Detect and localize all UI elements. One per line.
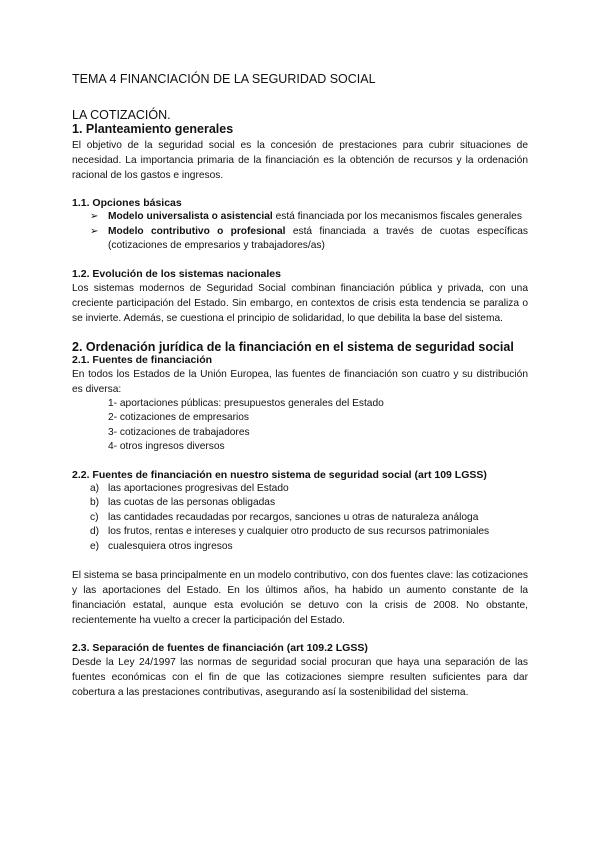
section-1-1-heading: 1.1. Opciones básicas: [72, 197, 182, 209]
list-item: [90, 540, 528, 555]
list-item: [90, 210, 528, 225]
section-1-heading: 1. Planteamiento generales: [72, 122, 234, 136]
section-2-2-heading: 2.2. Fuentes de financiación en nuestro sistema de seguridad social (art 109 LGSS): [72, 468, 487, 481]
list-item: [90, 482, 528, 497]
section-2-3-text: Desde la Ley 24/1997 las normas de seguridad social procuran que haya una separación de las fuentes económicas con el fin de que las cotizaciones siempre resulten suficientes para dar cobertura a las prestaciones contributivas, asegurando así la sostenibilidad del sistema.: [72, 657, 528, 699]
section-heading-cotizacion: LA COTIZACIÓN.: [72, 108, 171, 122]
section-1-text: El objetivo de la seguridad social es la concesión de prestaciones para cubrir situaciones de necesidad. La importancia primaria de la financiación es la obtención de recursos y la ordenación racional de los gastos e ingresos.: [72, 140, 528, 181]
section-2-heading: 2. Ordenación jurídica de la financiación en el sistema de seguridad social: [72, 339, 514, 354]
bullet-bold-text: Modelo contributivo o profesional: [108, 225, 286, 237]
document-page: [72, 72, 528, 700]
list-marker: b): [90, 497, 100, 509]
list-marker: e): [90, 540, 100, 552]
document-title: TEMA 4 FINANCIACIÓN DE LA SEGURIDAD SOCIAL: [72, 72, 376, 86]
section-1-2-text: Los sistemas modernos de Seguridad Social combinan financiación pública y privada, con una creciente participación del Estado. Sin embargo, en contextos de crisis esta tendencia se paraliza o se invierte. Además, se cuestiona el principio de solidaridad, lo que debilita la base del sistema.: [72, 282, 528, 324]
list-item: [90, 496, 528, 511]
list-marker: d): [90, 526, 100, 538]
lettered-list-fuentes: [72, 482, 528, 555]
list-item: 4- otros ingresos diversos: [108, 441, 225, 452]
bullet-text: está financiada a través de cuotas específicas (cotizaciones de empresarios y trabajadores/as): [108, 225, 529, 251]
section-2-1-heading: 2.1. Fuentes de financiación: [72, 353, 213, 366]
list-item-text: las aportaciones progresivas del Estado: [108, 482, 289, 494]
bullet-text: está financiada por los mecanismos fiscales generales: [272, 211, 522, 222]
list-item: [90, 525, 528, 540]
list-item: 1- aportaciones públicas: presupuestos generales del Estado: [108, 397, 384, 409]
section-2-2-text: El sistema se basa principalmente en un modelo contributivo, con dos fuentes clave: las cotizaciones y las aportaciones del Estado. En los últimos años, ha habido un aumento constante de la financiación estatal, aunque esta evolución se detuvo con la crisis de 2008. No obstante, recientemente ha vuelto a crecer la participación del Estado.: [72, 570, 528, 627]
list-item: [90, 225, 528, 254]
list-item: 2- cotizaciones de empresarios: [108, 412, 249, 423]
list-item-text: las cuotas de las personas obligadas: [108, 497, 276, 509]
list-marker: c): [90, 511, 99, 523]
arrow-bullet-icon: ➢: [90, 225, 99, 237]
section-1-2-heading: 1.2. Evolución de los sistemas nacionales: [72, 267, 281, 280]
list-item: [90, 511, 528, 526]
bullet-list-opciones: [72, 210, 528, 254]
list-item: 3- cotizaciones de trabajadores: [108, 426, 250, 438]
numbered-list-fuentes: [72, 397, 528, 455]
section-2-3-heading: 2.3. Separación de fuentes de financiación (art 109.2 LGSS): [72, 642, 368, 655]
list-marker: a): [90, 482, 100, 494]
list-item-text: los frutos, rentas e intereses y cualquier otro producto de sus recursos patrimoniales: [108, 526, 490, 538]
list-item-text: cualesquiera otros ingresos: [108, 540, 233, 552]
section-2-1-text: En todos los Estados de la Unión Europea, las fuentes de financiación son cuatro y su distribución es diversa:: [72, 368, 528, 395]
bullet-bold-text: Modelo universalista o asistencial: [108, 211, 273, 222]
arrow-bullet-icon: ➢: [90, 211, 99, 222]
list-item-text: las cantidades recaudadas por recargos, sanciones u otras de naturaleza análoga: [108, 511, 479, 523]
